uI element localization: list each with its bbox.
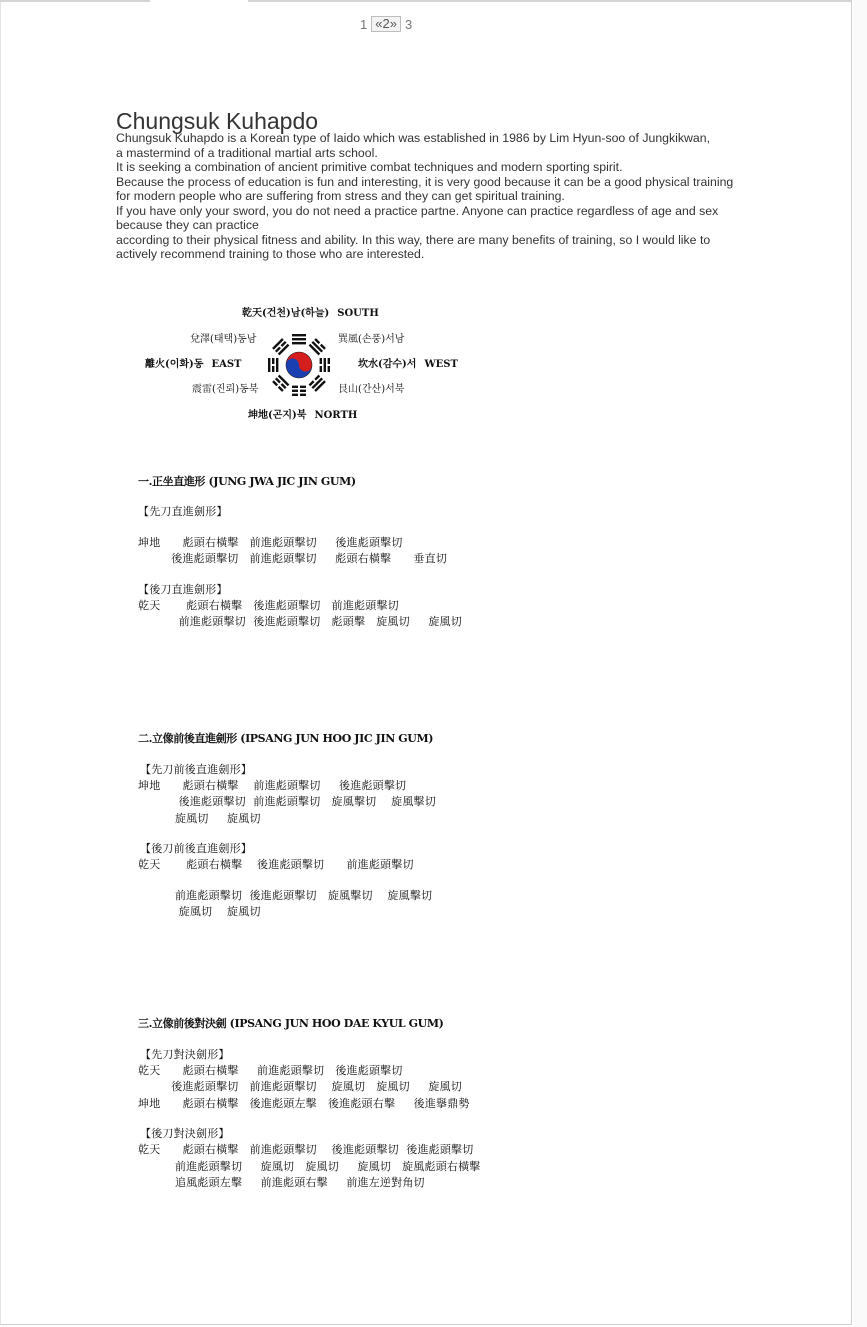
label-south-kr: 乾天(건천)남(하늘) [242, 308, 330, 319]
form-line: 後進彪頭擊切 前進彪頭擊切 彪頭右橫擊 垂直切 [138, 552, 448, 565]
form-subtitle: 【先刀對決劍形】 [140, 1048, 230, 1061]
form-line: 坤地 彪頭右橫擊 前進彪頭擊切 後進彪頭擊切 [138, 536, 403, 549]
form-line: 後進彪頭擊切 前進彪頭擊切 旋風擊切 旋風擊切 [138, 795, 436, 808]
label-east-en: EAST [211, 359, 242, 370]
pagination [360, 16, 412, 32]
page-link-3[interactable]: 3 [404, 16, 413, 32]
intro-text [116, 131, 766, 262]
label-north-en: NORTH [314, 410, 358, 421]
section-1-heading: 一.正坐直進形 (JUNG JWA JIC JIN GUM) [138, 475, 356, 488]
form-line: 乾天 彪頭右橫擊 前進彪頭擊切 後進彪頭擊切 [138, 1064, 403, 1077]
form-line: 旋風切 旋風切 [138, 905, 261, 918]
form-line: 前進彪頭擊切 後進彪頭擊切 彪頭擊 旋風切 旋風切 [138, 615, 462, 628]
label-west-en: WEST [424, 359, 458, 370]
label-northeast: 震雷(진뢰)동북 [192, 384, 259, 395]
label-northwest: 艮山(간산)서북 [338, 384, 405, 395]
section-3-heading: 三.立像前後對決劍 (IPSANG JUN HOO DAE KYUL GUM) [138, 1017, 444, 1030]
section-2-heading: 二.立像前後直進劍形 (IPSANG JUN HOO JIC JIN GUM) [138, 732, 434, 745]
form-subtitle: 【後刀前後直進劍形】 [140, 842, 252, 855]
top-border-left [0, 0, 150, 2]
form-line: 旋風切 旋風切 [138, 812, 261, 825]
label-south-en: SOUTH [337, 308, 379, 319]
form-line: 前進彪頭擊切 後進彪頭擊切 旋風擊切 旋風擊切 [138, 889, 433, 902]
page-link-1[interactable]: 1 [360, 16, 368, 32]
form-line: 坤地 彪頭右橫擊 前進彪頭擊切 後進彪頭擊切 [138, 779, 407, 792]
form-line: 乾天 彪頭右橫擊 前進彪頭擊切 後進彪頭擊切 後進彪頭擊切 [138, 1143, 474, 1156]
intro-line: Because the process of education is fun and interesting, it is very good because it can be a good physical training [116, 174, 734, 189]
taegeuk-trigram-icon [266, 332, 332, 398]
bagua-diagram [140, 298, 470, 426]
label-west [358, 355, 458, 370]
form-line: 追風彪頭左擊 前進彪頭右擊 前進左逆對角切 [138, 1176, 425, 1189]
intro-line: according to their physical fitness and ability. In this way, there are many benefits of training, so I would like to [116, 232, 711, 247]
label-southeast: 兌澤(태택)동남 [190, 334, 257, 345]
form-line: 後進彪頭擊切 前進彪頭擊切 旋風切 旋風切 旋風切 [138, 1080, 462, 1093]
intro-line: If you have only your sword, you do not need a practice partne. Anyone can practice regardless of age and sex [116, 203, 719, 218]
label-north [248, 406, 357, 421]
form-line: 乾天 彪頭右橫擊 後進彪頭擊切 前進彪頭擊切 [138, 858, 414, 871]
intro-line: a mastermind of a traditional martial arts school. [116, 145, 378, 160]
form-line: 乾天 彪頭右橫擊 後進彪頭擊切 前進彪頭擊切 [138, 599, 399, 612]
form-subtitle: 【後刀直進劍形】 [138, 583, 228, 596]
form-subtitle: 【先刀直進劍形】 [138, 505, 228, 518]
intro-line: actively recommend training to those who are interested. [116, 247, 425, 261]
page-gutter [853, 0, 867, 1327]
form-subtitle: 【後刀對決劍形】 [140, 1127, 230, 1140]
page-current[interactable]: «2» [371, 16, 401, 32]
form-line: 前進彪頭擊切 旋風切 旋風切 旋風切 旋風彪頭右橫擊 [138, 1160, 481, 1173]
intro-line: because they can practice [116, 218, 259, 232]
label-south [242, 304, 379, 319]
form-line: 坤地 彪頭右橫擊 後進彪頭左擊 後進彪頭右擊 後進擧鼎勢 [138, 1097, 470, 1110]
label-north-kr: 坤地(곤지)북 [248, 410, 307, 421]
top-border-right [248, 0, 852, 2]
intro-line: for modern people who are suffering from stress and they can get spiritual training. [116, 189, 565, 203]
label-west-kr: 坎水(감수)서 [358, 359, 417, 370]
label-east-kr: 離火(이화)동 [145, 359, 204, 370]
intro-line: Chungsuk Kuhapdo is a Korean type of Iaido which was established in 1986 by Lim Hyun-soo of Jungkikwan, [116, 131, 711, 145]
label-east [145, 355, 242, 370]
intro-line: It is seeking a combination of ancient primitive combat techniques and modern sporting spirit. [116, 160, 623, 174]
label-southwest: 巽風(손풍)서남 [338, 334, 405, 345]
form-subtitle: 【先刀前後直進劍形】 [140, 763, 252, 776]
page-title: Chungsuk Kuhapdo [116, 108, 319, 135]
